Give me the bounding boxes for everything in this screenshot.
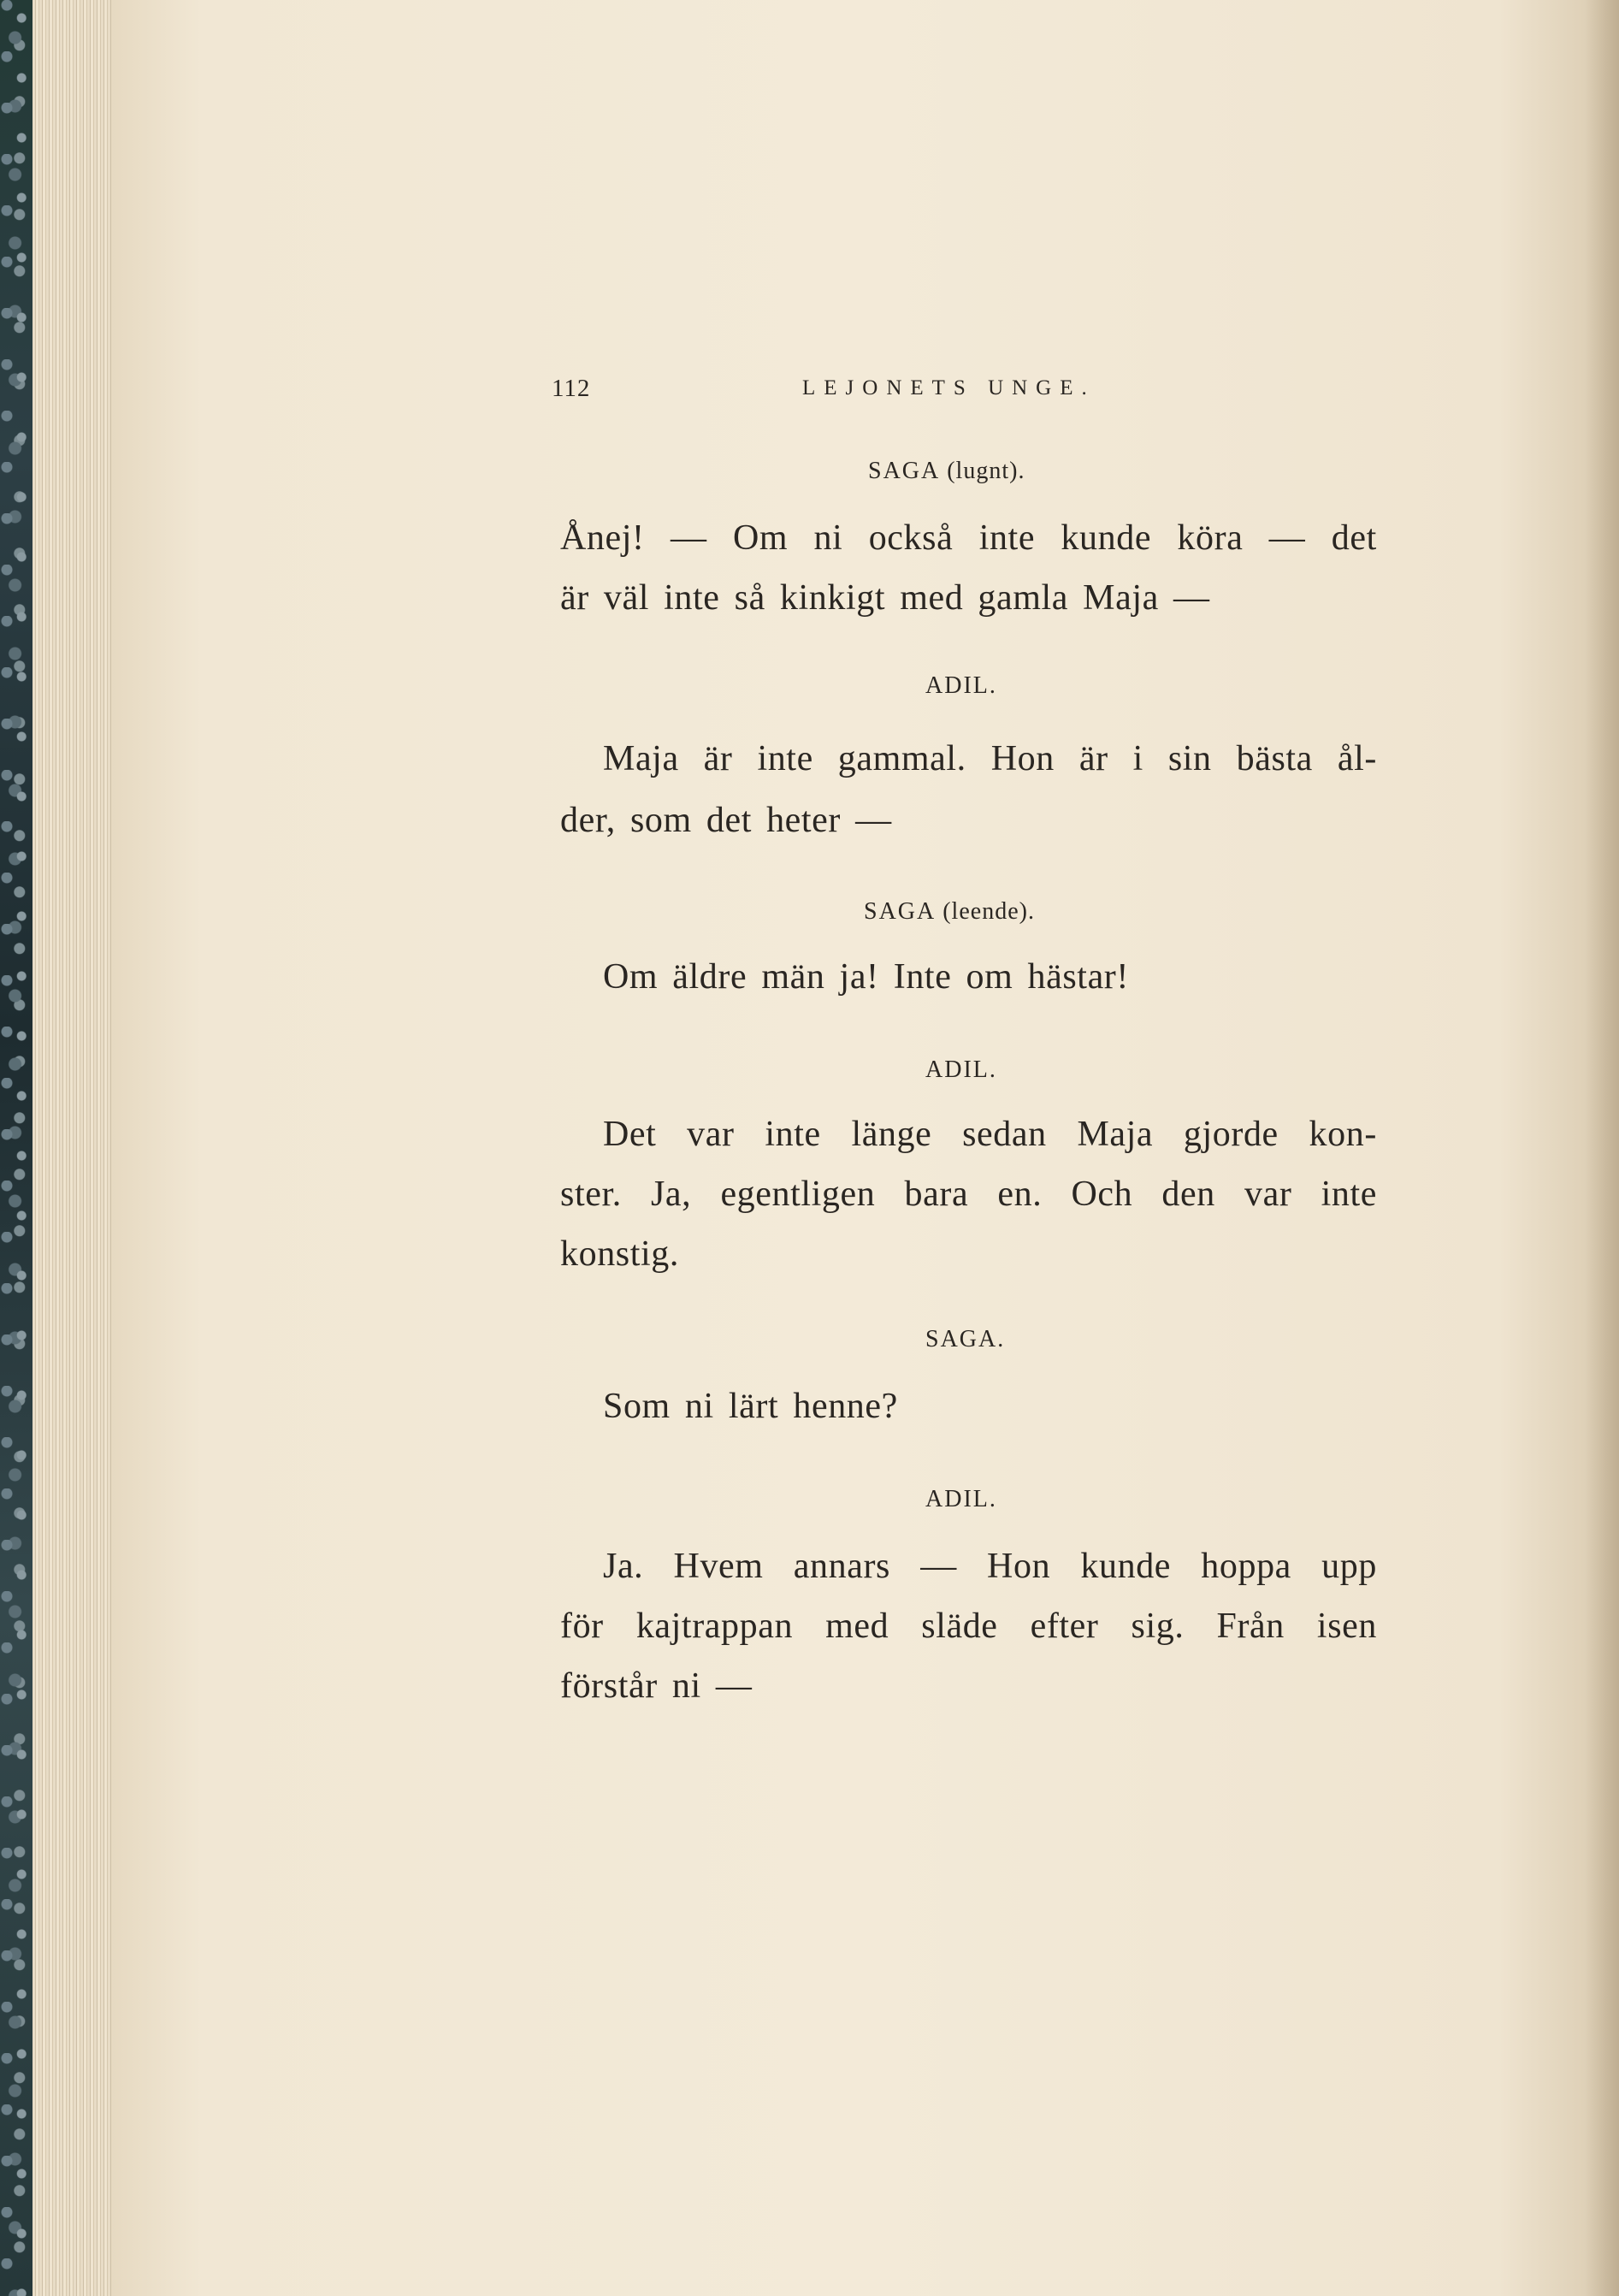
speaker-name: SAGA bbox=[864, 898, 937, 925]
dialogue-line bbox=[560, 1606, 1377, 1647]
word: Och bbox=[1071, 1175, 1133, 1214]
word: en. bbox=[997, 1175, 1043, 1214]
word: den bbox=[1161, 1175, 1215, 1214]
word: sedan bbox=[962, 1115, 1047, 1154]
word: — bbox=[920, 1547, 957, 1586]
dialogue-line bbox=[560, 518, 1377, 559]
word: Ja, bbox=[650, 1175, 692, 1214]
word: Det bbox=[603, 1115, 657, 1154]
word: sig. bbox=[1131, 1607, 1185, 1646]
dialogue-line: konstig. bbox=[560, 1234, 679, 1274]
speaker-heading bbox=[925, 1056, 997, 1084]
word: bara bbox=[904, 1175, 969, 1214]
word: kunde bbox=[1080, 1547, 1172, 1586]
word: ni bbox=[813, 518, 843, 558]
dialogue-line: Som ni lärt henne? bbox=[603, 1387, 898, 1426]
stage-direction: (leende). bbox=[942, 898, 1035, 925]
word: det bbox=[1331, 518, 1377, 558]
word: Ja. bbox=[603, 1547, 644, 1586]
word: är bbox=[1078, 739, 1108, 778]
word: Hon bbox=[990, 739, 1055, 778]
word: — bbox=[1268, 518, 1306, 558]
word: ster. bbox=[560, 1175, 622, 1214]
word: efter bbox=[1030, 1607, 1099, 1646]
word: inte bbox=[765, 1115, 821, 1154]
dialogue-line: der, som det heter — bbox=[560, 801, 892, 840]
word: också bbox=[868, 518, 954, 558]
word: med bbox=[825, 1607, 889, 1646]
page-gutter-shadow bbox=[1585, 0, 1619, 2296]
word: gammal. bbox=[837, 739, 966, 778]
word: var bbox=[1244, 1175, 1292, 1214]
word: är bbox=[703, 739, 733, 778]
dialogue-line bbox=[560, 1174, 1377, 1215]
word: Om bbox=[732, 518, 789, 558]
word: ål- bbox=[1337, 739, 1377, 778]
dialogue-line bbox=[603, 738, 1377, 779]
speaker-name: ADIL. bbox=[925, 1056, 997, 1083]
word: egentligen bbox=[720, 1175, 876, 1214]
speaker-name: ADIL. bbox=[925, 1486, 997, 1512]
speaker-heading bbox=[925, 1326, 1005, 1353]
word: — bbox=[670, 518, 707, 558]
word: Hvem bbox=[673, 1547, 764, 1586]
word: annars bbox=[793, 1547, 890, 1586]
speaker-heading bbox=[864, 898, 1035, 926]
word: länge bbox=[851, 1115, 932, 1154]
word: isen bbox=[1316, 1607, 1377, 1646]
speaker-heading bbox=[925, 1486, 997, 1513]
word: inte bbox=[757, 739, 813, 778]
page-stack-edges bbox=[32, 0, 114, 2296]
word: Maja bbox=[603, 739, 679, 778]
word: för bbox=[560, 1607, 604, 1646]
speaker-heading bbox=[925, 672, 997, 700]
word: hoppa bbox=[1201, 1547, 1291, 1586]
dialogue-line bbox=[603, 1114, 1377, 1155]
word: släde bbox=[921, 1607, 998, 1646]
dialogue-line bbox=[603, 1546, 1377, 1587]
word: kajtrappan bbox=[635, 1607, 794, 1646]
word: sin bbox=[1167, 739, 1212, 778]
speaker-name: SAGA. bbox=[925, 1326, 1006, 1352]
word: var bbox=[687, 1115, 735, 1154]
word: i bbox=[1132, 739, 1143, 778]
word: Maja bbox=[1077, 1115, 1154, 1154]
word: Ånej! bbox=[560, 518, 645, 558]
dialogue-line: är väl inte så kinkigt med gamla Maja — bbox=[560, 578, 1210, 618]
word: Från bbox=[1216, 1607, 1285, 1646]
speaker-heading bbox=[868, 458, 1025, 485]
word: upp bbox=[1321, 1547, 1377, 1586]
word: bästa bbox=[1236, 739, 1313, 778]
word: inte bbox=[1321, 1175, 1377, 1214]
running-head: LEJONETS UNGE. bbox=[802, 376, 1096, 399]
word: inte bbox=[978, 518, 1036, 558]
dialogue-line: Om äldre män ja! Inte om hästar! bbox=[603, 957, 1129, 997]
stage-direction: (lugnt). bbox=[947, 458, 1025, 484]
word: gjorde bbox=[1183, 1115, 1279, 1154]
word: kon- bbox=[1309, 1115, 1377, 1154]
dialogue-line: förstår ni — bbox=[560, 1666, 753, 1706]
word: kunde bbox=[1061, 518, 1152, 558]
page-number: 112 bbox=[552, 375, 591, 402]
speaker-name: SAGA bbox=[868, 458, 941, 484]
speaker-name: ADIL. bbox=[925, 672, 997, 699]
word: Hon bbox=[987, 1547, 1051, 1586]
word: köra bbox=[1177, 518, 1244, 558]
